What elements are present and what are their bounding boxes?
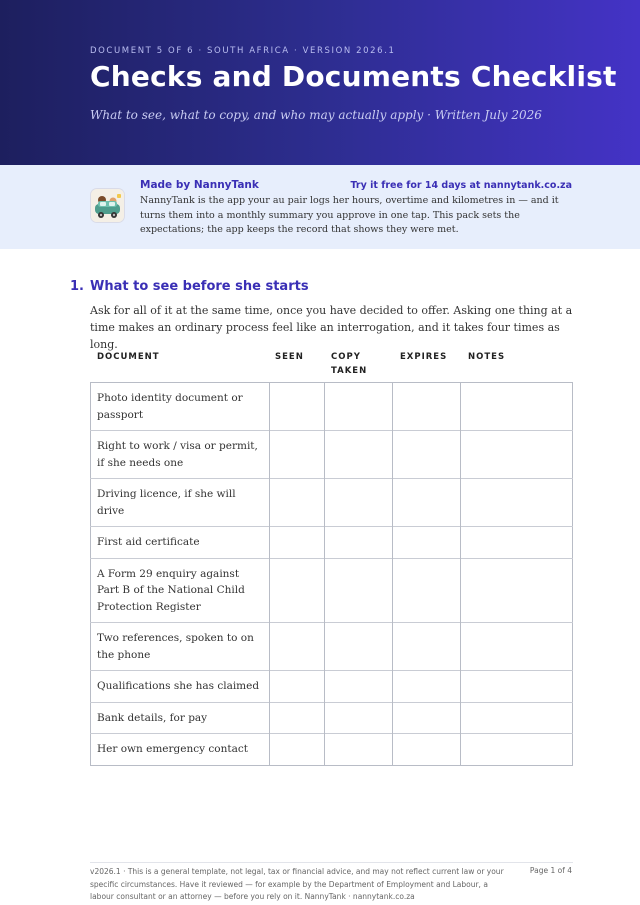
section-heading [70, 279, 309, 294]
expires-cell[interactable] [393, 431, 461, 479]
table-row [91, 527, 573, 559]
document-cell: Right to work / visa or permit, if she needs one [91, 431, 270, 479]
document-cell: Two references, spoken to on the phone [91, 623, 270, 671]
seen-checkbox-cell[interactable] [269, 479, 324, 527]
promo-description: NannyTank is the app your au pair logs her hours, overtime and kilometres in — and it turns them into a monthly summary you approve in one tap. This pack sets the expectations; the app keeps the record that shows they were met. [140, 195, 559, 235]
copy-taken-checkbox-cell[interactable] [324, 623, 393, 671]
seen-checkbox-cell[interactable] [269, 702, 324, 734]
expires-cell[interactable] [393, 383, 461, 431]
promo-made-by: Made by NannyTank [140, 179, 259, 191]
expires-cell[interactable] [393, 527, 461, 559]
header-banner [0, 0, 640, 165]
section-title: What to see before she starts [90, 279, 309, 294]
table-row [91, 734, 573, 766]
promo-trial-link[interactable]: Try it free for 14 days at nannytank.co.za [350, 180, 572, 191]
expires-cell[interactable] [393, 623, 461, 671]
notes-cell[interactable] [461, 479, 573, 527]
section-number: 1. [70, 279, 84, 294]
document-cell: Qualifications she has claimed [91, 671, 270, 703]
table-row [91, 383, 573, 431]
copy-taken-checkbox-cell[interactable] [324, 734, 393, 766]
document-cell: Bank details, for pay [91, 702, 270, 734]
notes-cell[interactable] [461, 671, 573, 703]
table-row [91, 702, 573, 734]
page-number: Page 1 of 4 [529, 866, 572, 875]
notes-cell[interactable] [461, 527, 573, 559]
expires-cell[interactable] [393, 558, 461, 623]
copy-taken-checkbox-cell[interactable] [324, 479, 393, 527]
seen-checkbox-cell[interactable] [269, 527, 324, 559]
notes-cell[interactable] [461, 431, 573, 479]
notes-cell[interactable] [461, 383, 573, 431]
expires-cell[interactable] [393, 671, 461, 703]
seen-checkbox-cell[interactable] [269, 431, 324, 479]
section-intro: Ask for all of it at the same time, once you have decided to offer. Asking one thing at a time makes an ordinary process feel like an interrogation, and it takes four times as long. [90, 304, 573, 351]
column-header-notes: NOTES [468, 352, 506, 362]
page-title: Checks and Documents Checklist [90, 60, 617, 93]
document-cell: Her own emergency contact [91, 734, 270, 766]
footer-divider [90, 862, 573, 863]
expires-cell[interactable] [393, 702, 461, 734]
seen-checkbox-cell[interactable] [269, 623, 324, 671]
table-row [91, 623, 573, 671]
column-header-document: DOCUMENT [97, 352, 160, 362]
seen-checkbox-cell[interactable] [269, 734, 324, 766]
table-row [91, 671, 573, 703]
table-row [91, 558, 573, 623]
column-header-copy-taken: COPY TAKEN [331, 352, 368, 376]
car-with-family-icon [91, 189, 124, 222]
copy-taken-checkbox-cell[interactable] [324, 702, 393, 734]
expires-cell[interactable] [393, 479, 461, 527]
expires-cell[interactable] [393, 734, 461, 766]
copy-taken-checkbox-cell[interactable] [324, 558, 393, 623]
notes-cell[interactable] [461, 558, 573, 623]
copy-taken-checkbox-cell[interactable] [324, 527, 393, 559]
copy-taken-checkbox-cell[interactable] [324, 671, 393, 703]
checklist-table [90, 382, 573, 766]
document-cell: Photo identity document or passport [91, 383, 270, 431]
copy-taken-checkbox-cell[interactable] [324, 431, 393, 479]
table-row [91, 479, 573, 527]
document-eyebrow: DOCUMENT 5 OF 6 · SOUTH AFRICA · VERSION 2026.1 [90, 46, 396, 56]
column-header-seen: SEEN [275, 352, 304, 362]
seen-checkbox-cell[interactable] [269, 383, 324, 431]
notes-cell[interactable] [461, 623, 573, 671]
copy-taken-checkbox-cell[interactable] [324, 383, 393, 431]
footer-disclaimer: v2026.1 · This is a general template, not legal, tax or financial advice, and may not reflect current law or your specific circumstances. Have it reviewed — for example by the Department of Employment and Labour, a labour consultant or an attorney — before you rely on it. NannyTank · nannytank.co.za [90, 867, 504, 901]
seen-checkbox-cell[interactable] [269, 558, 324, 623]
page-subtitle: What to see, what to copy, and who may actually apply · Written July 2026 [90, 108, 542, 122]
document-cell: A Form 29 enquiry against Part B of the National Child Protection Register [91, 558, 270, 623]
document-cell: First aid certificate [91, 527, 270, 559]
column-header-expires: EXPIRES [400, 352, 448, 362]
table-row [91, 431, 573, 479]
seen-checkbox-cell[interactable] [269, 671, 324, 703]
notes-cell[interactable] [461, 734, 573, 766]
notes-cell[interactable] [461, 702, 573, 734]
document-cell: Driving licence, if she will drive [91, 479, 270, 527]
